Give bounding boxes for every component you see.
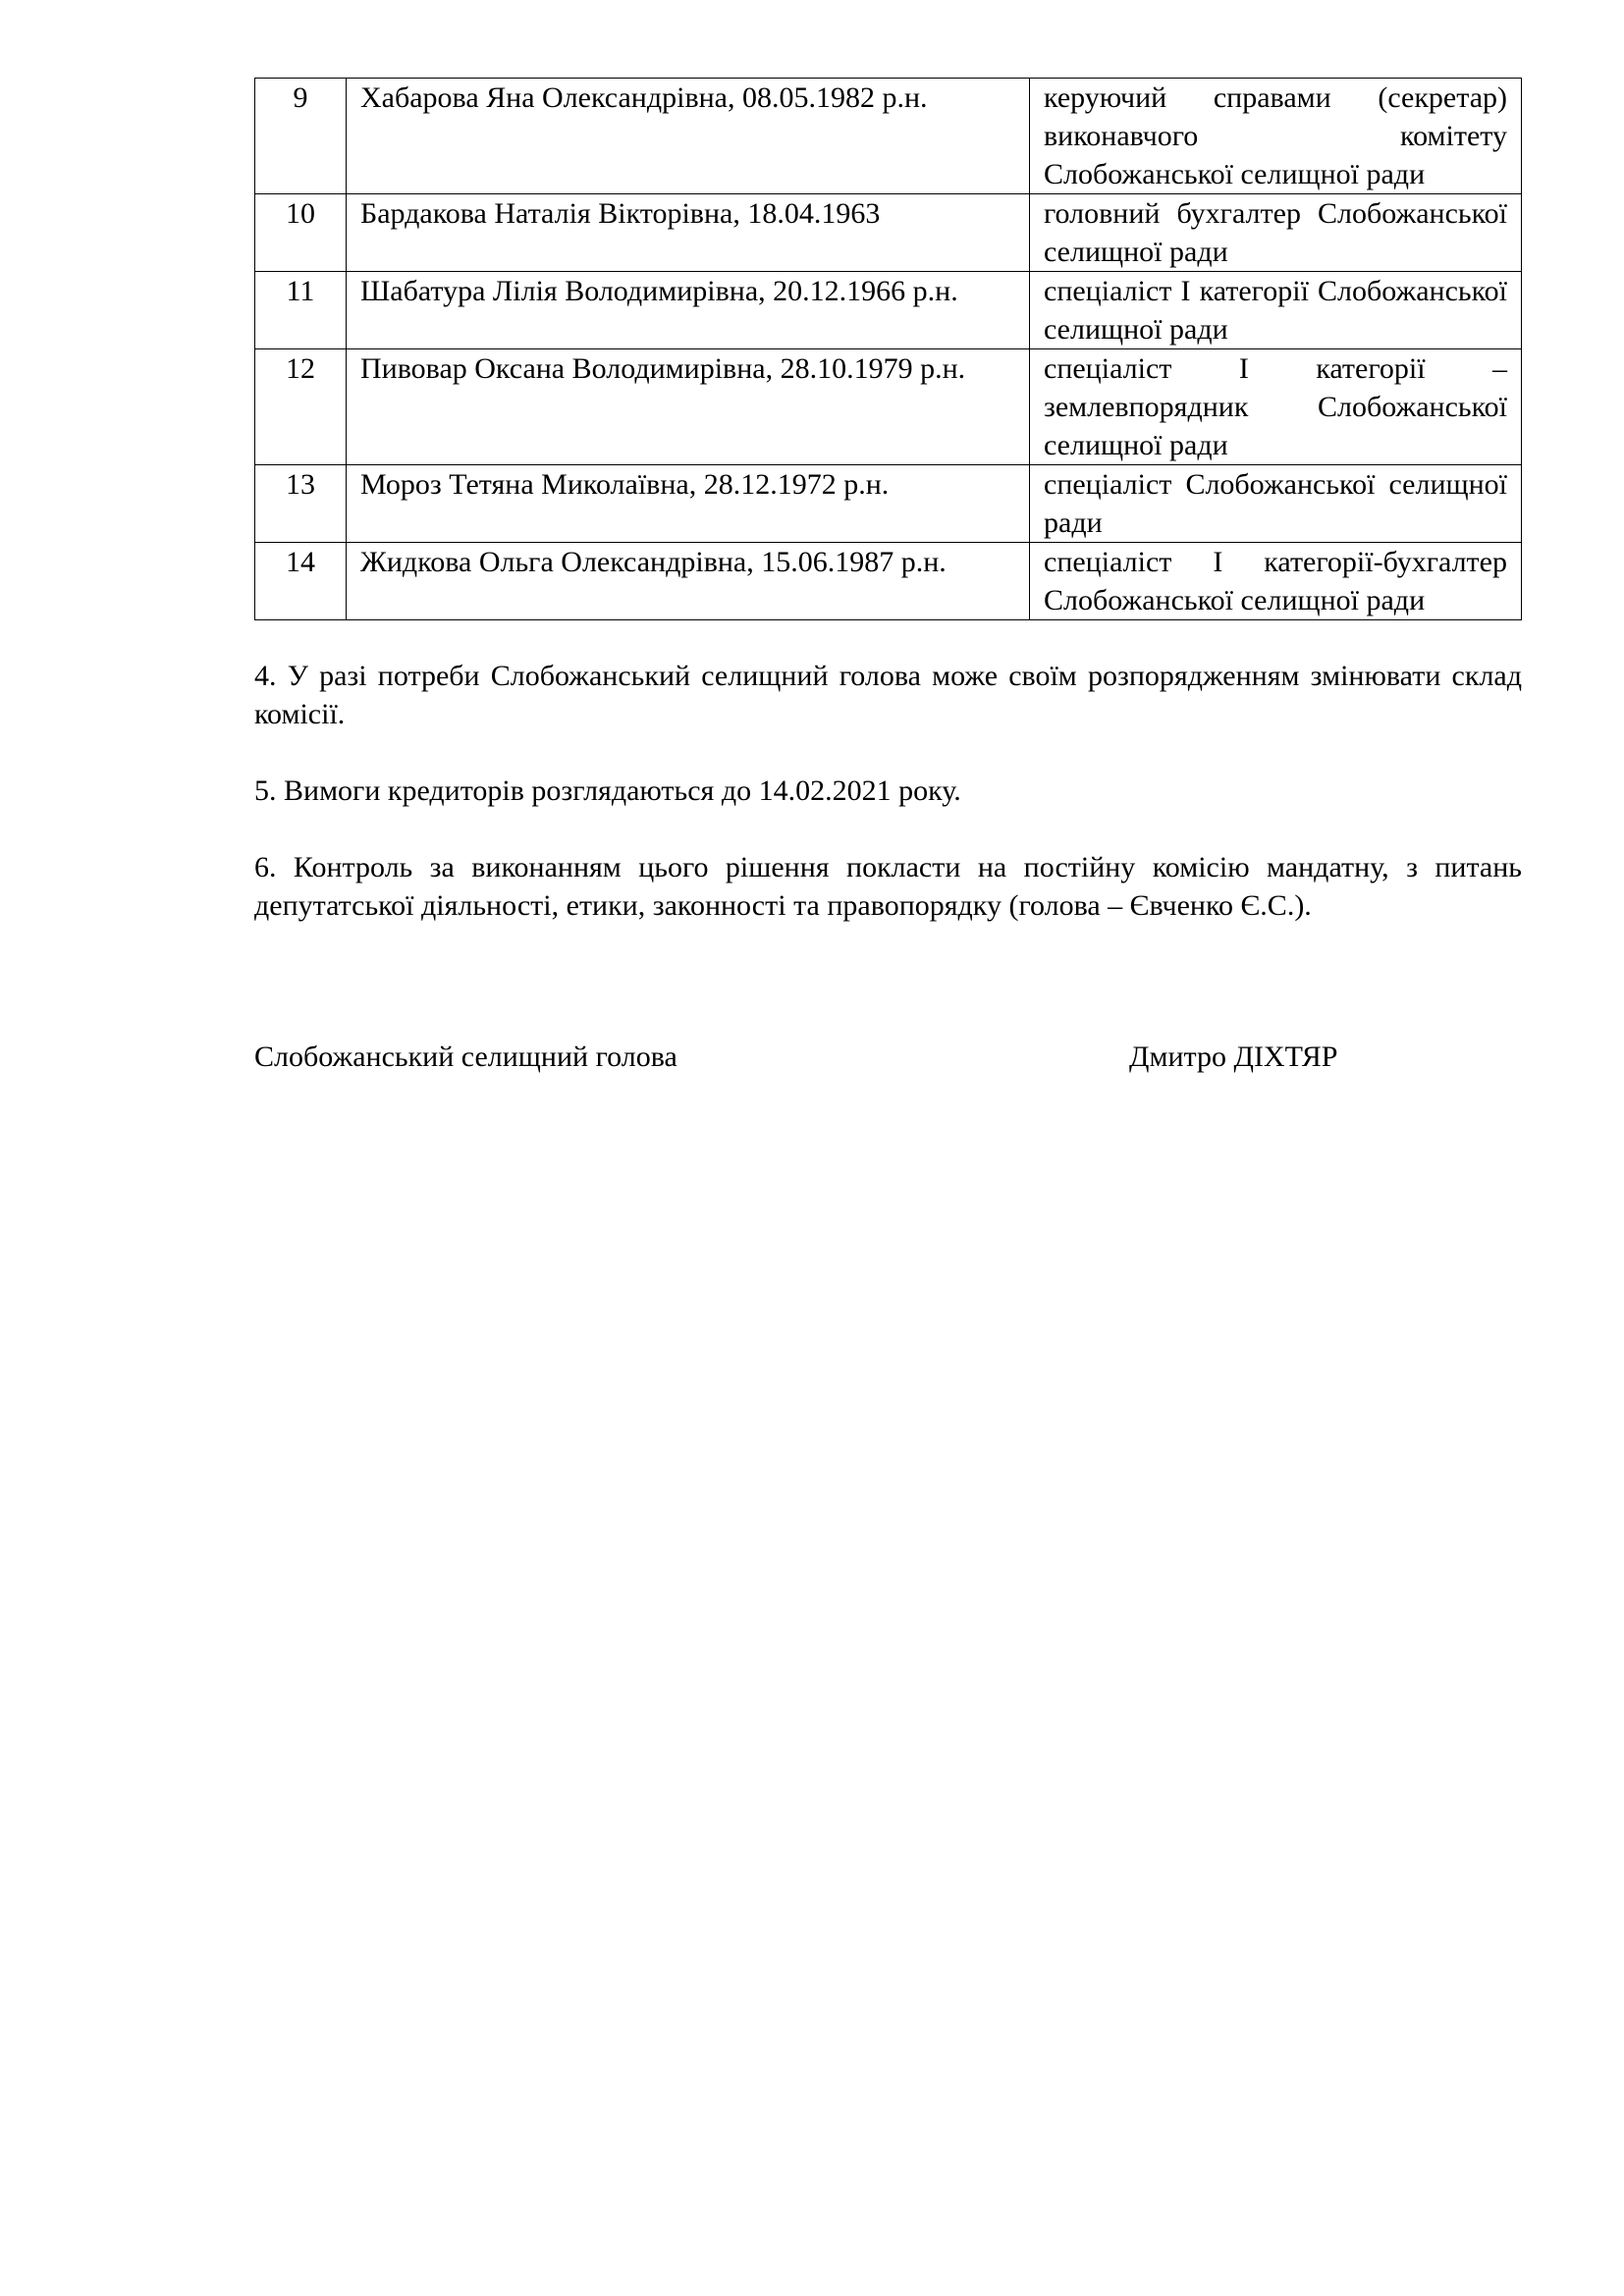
member-name: Бардакова Наталія Вікторівна, 18.04.1963	[347, 194, 1030, 272]
row-number: 9	[255, 79, 347, 194]
member-name: Шабатура Лілія Володимирівна, 20.12.1966 р.н.	[347, 272, 1030, 349]
member-name: Жидкова Ольга Олександрівна, 15.06.1987 р.н.	[347, 543, 1030, 620]
table-row	[255, 465, 1522, 543]
table-row	[255, 349, 1522, 465]
member-position: спеціаліст Слобожанської селищної ради	[1030, 465, 1522, 543]
row-number: 10	[255, 194, 347, 272]
member-position: спеціаліст I категорії – землевпорядник Слобожанської селищної ради	[1030, 349, 1522, 465]
member-position: керуючий справами (секретар) виконавчого комітету Слобожанської селищної ради	[1030, 79, 1522, 194]
member-name: Мороз Тетяна Миколаївна, 28.12.1972 р.н.	[347, 465, 1030, 543]
table-row	[255, 272, 1522, 349]
paragraph-5: 5. Вимоги кредиторів розглядаються до 14.02.2021 року.	[254, 774, 961, 807]
member-position: спеціаліст I категорії-бухгалтер Слобожанської селищної ради	[1030, 543, 1522, 620]
row-number: 11	[255, 272, 347, 349]
row-number: 13	[255, 465, 347, 543]
commission-members-table	[254, 78, 1522, 620]
member-position: головний бухгалтер Слобожанської селищної ради	[1030, 194, 1522, 272]
table-row	[255, 79, 1522, 194]
table-row	[255, 194, 1522, 272]
member-name: Пивовар Оксана Володимирівна, 28.10.1979 р.н.	[347, 349, 1030, 465]
paragraph-4: 4. У разі потреби Слобожанський селищний голова може своїм розпорядженням змінювати склад комісії.	[254, 660, 1522, 730]
signature-title: Слобожанський селищний голова	[254, 1041, 677, 1073]
row-number: 14	[255, 543, 347, 620]
table-row	[255, 543, 1522, 620]
row-number: 12	[255, 349, 347, 465]
signature-name: Дмитро ДІХТЯР	[1129, 1041, 1338, 1073]
member-position: спеціаліст I категорії Слобожанської селищної ради	[1030, 272, 1522, 349]
paragraph-6: 6. Контроль за виконанням цього рішення покласти на постійну комісію мандатну, з питань депутатської діяльності, етики, законності та правопорядку (голова – Євченко Є.С.).	[254, 851, 1522, 922]
member-name: Хабарова Яна Олександрівна, 08.05.1982 р.н.	[347, 79, 1030, 194]
